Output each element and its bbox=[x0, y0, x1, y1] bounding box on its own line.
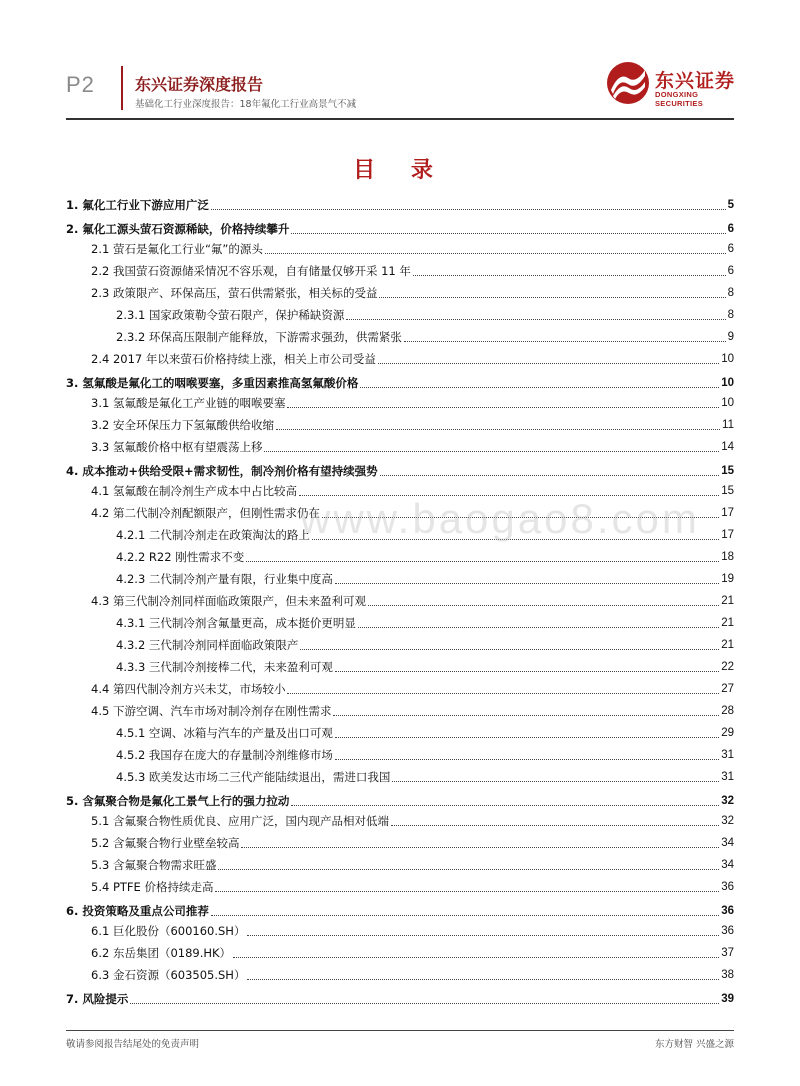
toc-entry[interactable] bbox=[66, 523, 734, 543]
toc-entry[interactable] bbox=[66, 217, 734, 237]
toc-entry-label: 4.2.2 R22 刚性需求不变 bbox=[66, 550, 246, 565]
toc-entry-label: 6. 投资策略及重点公司推荐 bbox=[66, 904, 209, 918]
toc-leader-dots bbox=[291, 805, 719, 806]
toc-entry-page: 39 bbox=[721, 993, 734, 1005]
toc-entry-label: 6.2 东岳集团（0189.HK） bbox=[66, 946, 233, 961]
toc-entry[interactable] bbox=[66, 303, 734, 323]
toc-leader-dots bbox=[241, 847, 719, 848]
toc-leader-dots bbox=[360, 387, 719, 388]
toc-entry[interactable] bbox=[66, 325, 734, 345]
toc-leader-dots bbox=[211, 209, 726, 210]
toc-leader-dots bbox=[246, 561, 719, 562]
toc-entry-label: 3.3 氢氟酸价格中枢有望震荡上移 bbox=[66, 440, 264, 455]
toc-entry-page: 6 bbox=[727, 265, 734, 277]
toc-entry[interactable] bbox=[66, 259, 734, 279]
toc-entry-label: 2. 氟化工源头萤石资源稀缺，价格持续攀升 bbox=[66, 222, 290, 236]
toc-leader-dots bbox=[312, 539, 719, 540]
logo-emblem-icon bbox=[605, 60, 651, 106]
toc-entry[interactable] bbox=[66, 611, 734, 631]
toc-entry-label: 4.5.1 空调、冰箱与汽车的产量及出口可观 bbox=[66, 726, 335, 741]
toc-entry-label: 2.4 2017 年以来萤石价格持续上涨，相关上市公司受益 bbox=[66, 352, 378, 367]
toc-entry-label: 4. 成本推动+供给受限+需求韧性，制冷剂价格有望持续强势 bbox=[66, 464, 378, 478]
toc-leader-dots bbox=[404, 341, 726, 342]
toc-entry[interactable] bbox=[66, 545, 734, 565]
toc-entry[interactable] bbox=[66, 919, 734, 939]
toc-entry-page: 27 bbox=[721, 683, 734, 695]
toc-leader-dots bbox=[130, 1003, 719, 1004]
toc-entry-page: 37 bbox=[721, 947, 734, 959]
toc-leader-dots bbox=[276, 429, 720, 430]
toc-entry[interactable] bbox=[66, 655, 734, 675]
toc-leader-dots bbox=[380, 475, 720, 476]
toc-entry-page: 32 bbox=[721, 795, 734, 807]
toc-entry[interactable] bbox=[66, 459, 734, 479]
toc-leader-dots bbox=[265, 253, 726, 254]
toc-entry-label: 6.1 巨化股份（600160.SH） bbox=[66, 924, 247, 939]
toc-leader-dots bbox=[335, 583, 719, 584]
toc-leader-dots bbox=[335, 671, 719, 672]
toc-entry-page: 6 bbox=[727, 243, 734, 255]
toc-entry-page: 32 bbox=[721, 815, 734, 827]
toc-entry-page: 34 bbox=[721, 859, 734, 871]
toc-entry-label: 5.1 含氟聚合物性质优良、应用广泛，国内现产品相对低端 bbox=[66, 814, 391, 829]
toc-entry-page: 36 bbox=[721, 925, 734, 937]
toc-entry-page: 21 bbox=[721, 639, 734, 651]
toc-leader-dots bbox=[211, 915, 719, 916]
toc-entry[interactable] bbox=[66, 899, 734, 919]
toc-entry-label: 2.3.2 环保高压限制产能释放，下游需求强劲，供需紧张 bbox=[66, 330, 404, 345]
toc-entry-label: 6.3 金石资源（603505.SH） bbox=[66, 968, 247, 983]
toc-entry-label: 4.3.2 三代制冷剂同样面临政策限产 bbox=[66, 638, 300, 653]
toc-leader-dots bbox=[287, 693, 719, 694]
toc-entry-label: 4.2 第二代制冷剂配额限产，但刚性需求仍在 bbox=[66, 506, 322, 521]
toc-entry-label: 4.3.1 三代制冷剂含氟量更高，成本挺价更明显 bbox=[66, 616, 358, 631]
header-rule bbox=[66, 118, 734, 120]
toc-entry-page: 31 bbox=[721, 771, 734, 783]
toc-title: 目 录 bbox=[353, 158, 447, 183]
toc-entry-page: 14 bbox=[721, 441, 734, 453]
toc-entry[interactable] bbox=[66, 633, 734, 653]
footer-rule bbox=[66, 1030, 734, 1031]
toc-entry[interactable] bbox=[66, 987, 734, 1007]
toc-entry[interactable] bbox=[66, 371, 734, 391]
toc-leader-dots bbox=[247, 935, 719, 936]
toc-entry-label: 4.4 第四代制冷剂方兴未艾，市场较小 bbox=[66, 682, 287, 697]
toc-entry-label: 5.3 含氟聚合物需求旺盛 bbox=[66, 858, 218, 873]
page-header bbox=[0, 0, 800, 125]
toc-entry-page: 8 bbox=[727, 309, 734, 321]
footer-disclaimer: 敬请参阅报告结尾处的免责声明 bbox=[66, 1039, 200, 1050]
toc-entry[interactable] bbox=[66, 391, 734, 411]
toc-entry[interactable] bbox=[66, 721, 734, 741]
logo-text-cn: 东兴证券 bbox=[655, 70, 736, 92]
toc-entry[interactable] bbox=[66, 875, 734, 895]
toc-entry[interactable] bbox=[66, 809, 734, 829]
toc-entry-page: 17 bbox=[721, 529, 734, 541]
toc-entry-label: 3. 氢氟酸是氟化工的咽喉要塞，多重因素推高氢氟酸价格 bbox=[66, 376, 359, 390]
toc-leader-dots bbox=[335, 737, 719, 738]
toc-entry[interactable] bbox=[66, 413, 734, 433]
toc-leader-dots bbox=[233, 957, 719, 958]
toc-entry-page: 9 bbox=[727, 331, 734, 343]
toc-entry[interactable] bbox=[66, 193, 734, 213]
toc-leader-dots bbox=[322, 517, 719, 518]
toc-entry-label: 4.2.3 二代制冷剂产量有限，行业集中度高 bbox=[66, 572, 335, 587]
toc-entry-page: 10 bbox=[721, 397, 734, 409]
toc-entry-page: 10 bbox=[721, 377, 734, 389]
footer-slogan: 东方财智 兴盛之源 bbox=[654, 1039, 734, 1050]
toc-leader-dots bbox=[264, 451, 719, 452]
toc-entry-label: 4.3.3 三代制冷剂接棒二代，未来盈利可观 bbox=[66, 660, 335, 675]
toc-entry[interactable] bbox=[66, 677, 734, 697]
watermark: www.baogao8.com bbox=[300, 495, 700, 542]
toc-entry[interactable] bbox=[66, 479, 734, 499]
toc-entry-label: 4.2.1 二代制冷剂走在政策淘汰的路上 bbox=[66, 528, 312, 543]
toc-entry-label: 4.3 第三代制冷剂同样面临政策限产，但未来盈利可观 bbox=[66, 594, 368, 609]
toc-leader-dots bbox=[299, 495, 719, 496]
toc-entry[interactable] bbox=[66, 941, 734, 961]
toc-entry-label: 3.1 氢氟酸是氟化工产业链的咽喉要塞 bbox=[66, 396, 287, 411]
toc-entry-label: 4.5.2 我国存在庞大的存量制冷剂维修市场 bbox=[66, 748, 335, 763]
toc-leader-dots bbox=[379, 297, 725, 298]
toc-entry-label: 4.5 下游空调、汽车市场对制冷剂存在刚性需求 bbox=[66, 704, 333, 719]
report-subtitle: 基础化工行业深度报告：18年氟化工行业高景气不减 bbox=[135, 99, 357, 110]
toc-entry[interactable] bbox=[66, 699, 734, 719]
toc-entry-label: 1. 氟化工行业下游应用广泛 bbox=[66, 198, 209, 212]
toc-leader-dots bbox=[335, 759, 719, 760]
toc-entry-page: 31 bbox=[721, 749, 734, 761]
toc-leader-dots bbox=[215, 891, 719, 892]
toc-entry-label: 2.3.1 国家政策勒令萤石限产，保护稀缺资源 bbox=[66, 308, 346, 323]
toc-entry-page: 34 bbox=[721, 837, 734, 849]
toc-entry[interactable] bbox=[66, 831, 734, 851]
toc-entry-label: 5.2 含氟聚合物行业壁垒较高 bbox=[66, 836, 241, 851]
toc-entry-page: 36 bbox=[721, 905, 734, 917]
toc-entry[interactable] bbox=[66, 963, 734, 983]
toc-entry-page: 21 bbox=[721, 617, 734, 629]
toc-leader-dots bbox=[300, 649, 719, 650]
toc-entry[interactable] bbox=[66, 765, 734, 785]
logo-text-en: DONGXING SECURITIES bbox=[655, 90, 704, 108]
company-logo bbox=[605, 60, 740, 108]
toc-entry-page: 15 bbox=[721, 485, 734, 497]
toc-entry-label: 3.2 安全环保压力下氢氟酸供给收缩 bbox=[66, 418, 276, 433]
toc-leader-dots bbox=[378, 363, 719, 364]
toc-leader-dots bbox=[291, 233, 725, 234]
toc-entry-label: 4.1 氢氟酸在制冷剂生产成本中占比较高 bbox=[66, 484, 299, 499]
toc-entry-page: 29 bbox=[721, 727, 734, 739]
toc-entry[interactable] bbox=[66, 853, 734, 873]
toc-entry-label: 2.1 萤石是氟化工行业“氟”的源头 bbox=[66, 242, 265, 257]
toc-entry-page: 8 bbox=[727, 287, 734, 299]
toc-entry-label: 7. 风险提示 bbox=[66, 992, 129, 1006]
toc-entry-page: 22 bbox=[721, 661, 734, 673]
toc-entry[interactable] bbox=[66, 435, 734, 455]
toc-entry-page: 6 bbox=[727, 223, 734, 235]
toc-entry[interactable] bbox=[66, 281, 734, 301]
toc-entry-page: 18 bbox=[721, 551, 734, 563]
toc-entry-page: 17 bbox=[721, 507, 734, 519]
toc-entry-label: 5. 含氟聚合物是氟化工景气上行的强力拉动 bbox=[66, 794, 290, 808]
toc-entry-page: 21 bbox=[721, 595, 734, 607]
toc-entry-page: 15 bbox=[721, 465, 734, 477]
toc-entry[interactable] bbox=[66, 567, 734, 587]
toc-entry-label: 2.2 我国萤石资源储采情况不容乐观，自有储量仅够开采 11 年 bbox=[66, 264, 413, 279]
toc-entry-page: 38 bbox=[721, 969, 734, 981]
toc-entry[interactable] bbox=[66, 501, 734, 521]
toc-entry-page: 36 bbox=[721, 881, 734, 893]
toc-entry-label: 4.5.3 欧美发达市场二三代产能陆续退出，需进口我国 bbox=[66, 770, 392, 785]
toc-leader-dots bbox=[247, 979, 719, 980]
toc-leader-dots bbox=[333, 715, 719, 716]
toc-entry[interactable] bbox=[66, 237, 734, 257]
toc-entry[interactable] bbox=[66, 789, 734, 809]
toc-entry-label: 2.3 政策限产、环保高压，萤石供需紧张，相关标的受益 bbox=[66, 286, 379, 301]
toc-entry[interactable] bbox=[66, 743, 734, 763]
toc-leader-dots bbox=[368, 605, 719, 606]
toc-entry-page: 11 bbox=[722, 419, 734, 431]
toc-leader-dots bbox=[358, 627, 719, 628]
toc-entry-page: 5 bbox=[727, 199, 734, 211]
toc-leader-dots bbox=[391, 825, 719, 826]
report-series-title: 东兴证券深度报告 bbox=[135, 75, 264, 94]
toc-entry-page: 28 bbox=[721, 705, 734, 717]
toc-leader-dots bbox=[346, 319, 725, 320]
toc-entry[interactable] bbox=[66, 589, 734, 609]
page-number: P2 bbox=[66, 72, 95, 97]
toc-entry[interactable] bbox=[66, 347, 734, 367]
toc-entry-label: 5.4 PTFE 价格持续走高 bbox=[66, 880, 215, 895]
toc-leader-dots bbox=[392, 781, 719, 782]
header-divider bbox=[121, 66, 123, 110]
toc-entry-page: 10 bbox=[721, 353, 734, 365]
toc-entry-page: 19 bbox=[721, 573, 734, 585]
toc-leader-dots bbox=[413, 275, 726, 276]
toc-leader-dots bbox=[218, 869, 719, 870]
toc-leader-dots bbox=[287, 407, 719, 408]
